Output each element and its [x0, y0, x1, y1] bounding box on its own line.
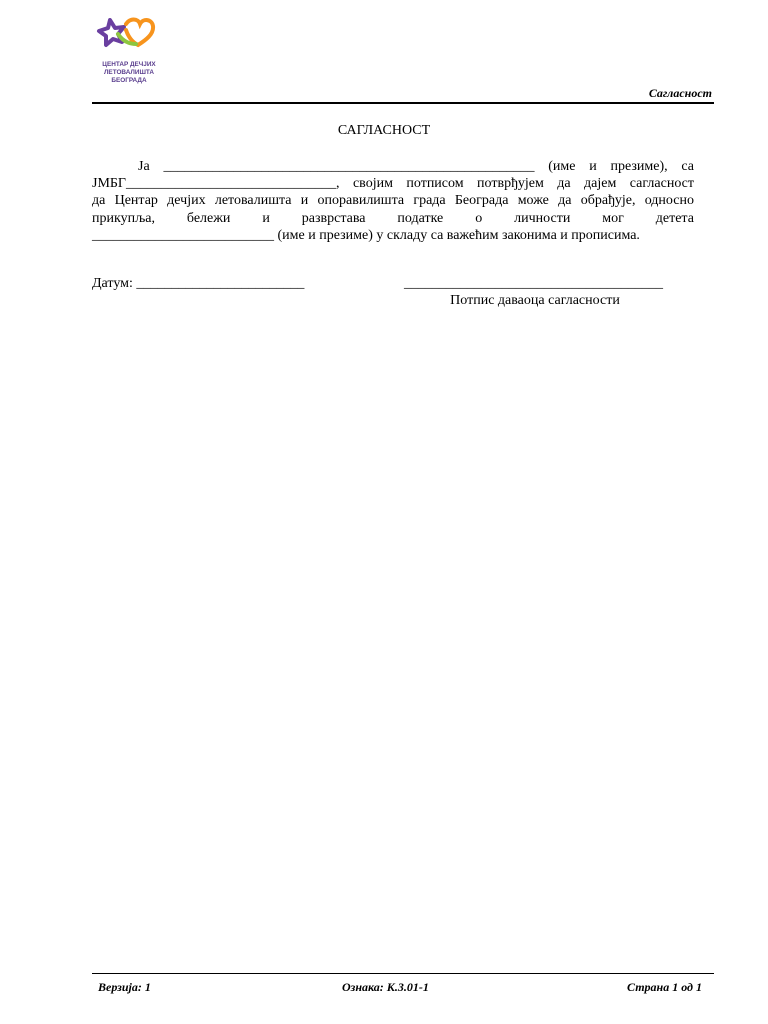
- paragraph-word: _____________________________________________________: [163, 159, 535, 174]
- date-field: [92, 276, 304, 292]
- logo-text: [92, 61, 166, 85]
- footer-version: Верзија: 1: [98, 980, 151, 994]
- paragraph-line: [92, 210, 694, 227]
- paragraph-word: прикупља,: [92, 210, 155, 226]
- logo-text-line: ЛЕТОВАЛИШТА: [103, 69, 155, 76]
- paragraph-word: ЈМБГ______________________________,: [92, 176, 340, 192]
- document-title: САГЛАСНОСТ: [337, 123, 431, 138]
- paragraph-word: Ја: [138, 159, 150, 174]
- paragraph-line: [92, 192, 694, 209]
- paragraph-word: и: [262, 210, 270, 226]
- paragraph-word: потписом: [406, 176, 464, 192]
- header-title: Сагласност: [648, 86, 712, 100]
- paragraph-word: детета: [655, 210, 694, 226]
- paragraph-word: дајем: [584, 176, 617, 192]
- logo-text-line: ЦЕНТАР ДЕЧЈИХ: [102, 61, 156, 68]
- paragraph-word: __________________________ (име и презиме) у складу са важећим законима и прописима.: [92, 227, 640, 243]
- paragraph-word: потврђујем: [477, 176, 544, 192]
- paragraph-word: личности: [514, 210, 571, 226]
- logo-text-line: БЕОГРАДА: [111, 77, 147, 84]
- paragraph-word: Центар: [114, 193, 158, 209]
- paragraph-word: да: [92, 193, 106, 209]
- paragraph-word: дечјих: [167, 193, 206, 209]
- signature-label: Потпис даваоца сагласности: [450, 293, 620, 308]
- paragraph-word: и: [589, 159, 597, 174]
- header-divider: [92, 102, 714, 104]
- date-blank: ________________________: [136, 276, 305, 291]
- logo-mark-icon: [96, 14, 162, 54]
- paragraph-word: мог: [602, 210, 624, 226]
- paragraph-word: летовалишта: [214, 193, 292, 209]
- organization-logo: [92, 14, 164, 86]
- paragraph-word: бележи: [186, 210, 231, 226]
- paragraph-word: Београда: [454, 193, 509, 209]
- footer-divider: [92, 973, 714, 974]
- paragraph-word: својим: [352, 176, 393, 192]
- paragraph-line: [92, 175, 694, 192]
- paragraph-word: сагласност: [629, 176, 694, 192]
- paragraph-word: да: [557, 176, 571, 192]
- paragraph-word: обрађује,: [580, 193, 636, 209]
- date-label: Датум:: [92, 276, 133, 291]
- paragraph-word: опоравилишта: [317, 193, 405, 209]
- paragraph-word: податке: [397, 210, 444, 226]
- paragraph-word: да: [558, 193, 572, 209]
- paragraph-word: града: [413, 193, 446, 209]
- footer-page-number: Страна 1 од 1: [627, 980, 702, 994]
- paragraph-line: [92, 227, 694, 244]
- paragraph-line: [92, 158, 694, 175]
- paragraph-word: односно: [644, 193, 694, 209]
- footer-code: Ознака: К.3.01-1: [342, 980, 429, 994]
- paragraph-word: презиме),: [610, 159, 668, 174]
- paragraph-word: и: [300, 193, 309, 209]
- paragraph-word: са: [681, 159, 694, 174]
- signature-blank: _____________________________________: [404, 276, 663, 291]
- paragraph-word: (име: [548, 159, 576, 174]
- consent-paragraph: [92, 158, 694, 244]
- paragraph-word: о: [475, 210, 483, 226]
- paragraph-word: разврстава: [301, 210, 366, 226]
- paragraph-word: може: [517, 193, 549, 209]
